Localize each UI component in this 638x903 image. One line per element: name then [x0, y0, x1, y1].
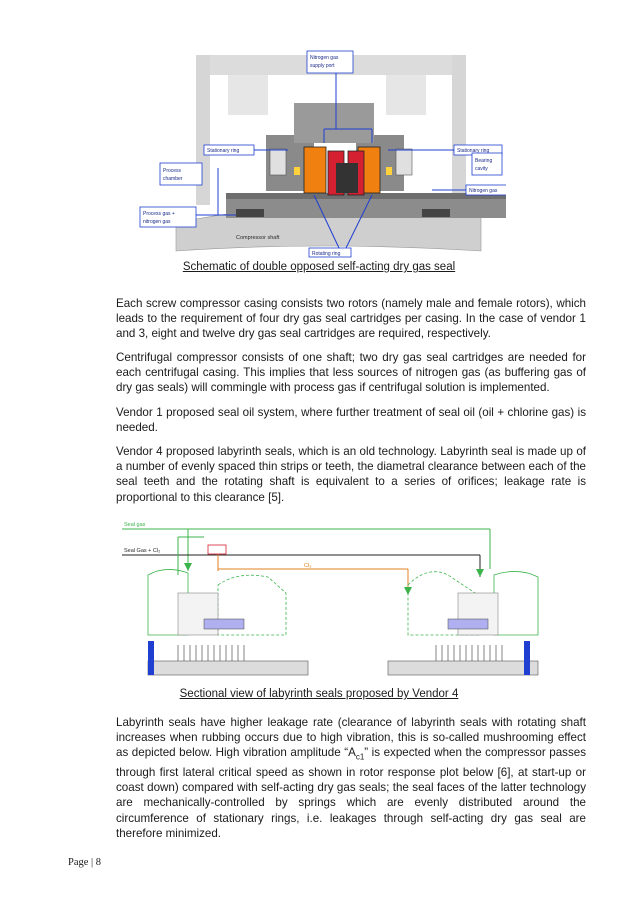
paragraph-5-text-rest: ” is expected when the compressor passes through first lateral critical speed as shown in rotor response plot below [6], at start-up or coast down) compared with self-acting dry gas seals; the seal faces of the latter technology are mechanically-controlled by springs which are evenly distributed around the circumference of stationary rings, i.e. leakages through self-acting dry gas seal are therefore minimized.: [116, 746, 587, 840]
label-stationary-ring-left: Stationary ring: [207, 148, 240, 154]
label-nitrogen-supply-2: supply port: [310, 63, 335, 69]
label-stationary-ring-right: Stationary ring: [457, 148, 490, 154]
label-process-gas-1: Process gas +: [143, 211, 175, 217]
label-process-gas-2: nitrogen gas: [143, 219, 171, 225]
label-cl2: Cl₂: [304, 563, 312, 569]
figure2-caption: Sectional view of labyrinth seals proposed by Vendor 4: [179, 688, 459, 700]
label-bearing-cavity-1: Bearing: [475, 158, 493, 164]
figure1-caption: Schematic of double opposed self-acting dry gas seal: [182, 261, 456, 273]
paragraph-1: Each screw compressor casing consists two rotors (namely male and female rotors), which leads to the requirement of four dry gas seal cartridges per casing. In the case of vendor 1 and 3, eight and twelve dry gas seal cartridges are required, respectively.: [116, 297, 586, 341]
label-process-chamber-1: Process: [163, 168, 182, 174]
paragraph-2: Centrifugal compressor consists of one shaft; two dry gas seal cartridges are needed for each centrifugal casing. This implies that less sources of nitrogen gas (as buffering gas of dry gas seals) will commingle with process gas if centrifugal solution is implemented.: [116, 351, 586, 395]
paragraph-5: [116, 715, 586, 841]
label-seal-gas-cl2: Seal Gas + Cl₂: [124, 548, 161, 554]
paragraph-5-text: Labyrinth seals have higher leakage rate (clearance of labyrinth seals with rotating shaft increases when rubbing occurs due to high vibration, this is so-called mushrooming effect as depicted below. High vibration amplitude “A: [116, 716, 586, 760]
paragraph-4: Vendor 4 proposed labyrinth seals, which is an old technology. Labyrinth seal is made up of a number of evenly spaced thin strips or teeth, the diametral clearance between each of the seal teeth and the rotating shaft is equivalent to a series of orifices; leakage rate is proportional to this clearance [5].: [116, 445, 586, 504]
labyrinth-seal-sectional-view: [118, 515, 562, 681]
dry-gas-seal-schematic: [136, 43, 506, 258]
label-compressor-shaft: Compressor shaft: [236, 235, 280, 241]
label-seal-gas: Seal gas: [124, 522, 146, 528]
label-bearing-cavity-2: cavity: [475, 166, 488, 172]
label-nitrogen-supply-1: Nitrogen gas: [310, 55, 339, 61]
label-rotating-ring: Rotating ring: [312, 251, 341, 257]
label-nitrogen-gas: Nitrogen gas: [469, 188, 498, 194]
page-footer: Page | 8: [68, 857, 102, 868]
paragraph-3: Vendor 1 proposed seal oil system, where further treatment of seal oil (oil + chlorine gas) is needed.: [116, 406, 586, 435]
label-process-chamber-2: chamber: [163, 176, 183, 182]
paragraph-5-subscript: c1: [355, 752, 365, 762]
